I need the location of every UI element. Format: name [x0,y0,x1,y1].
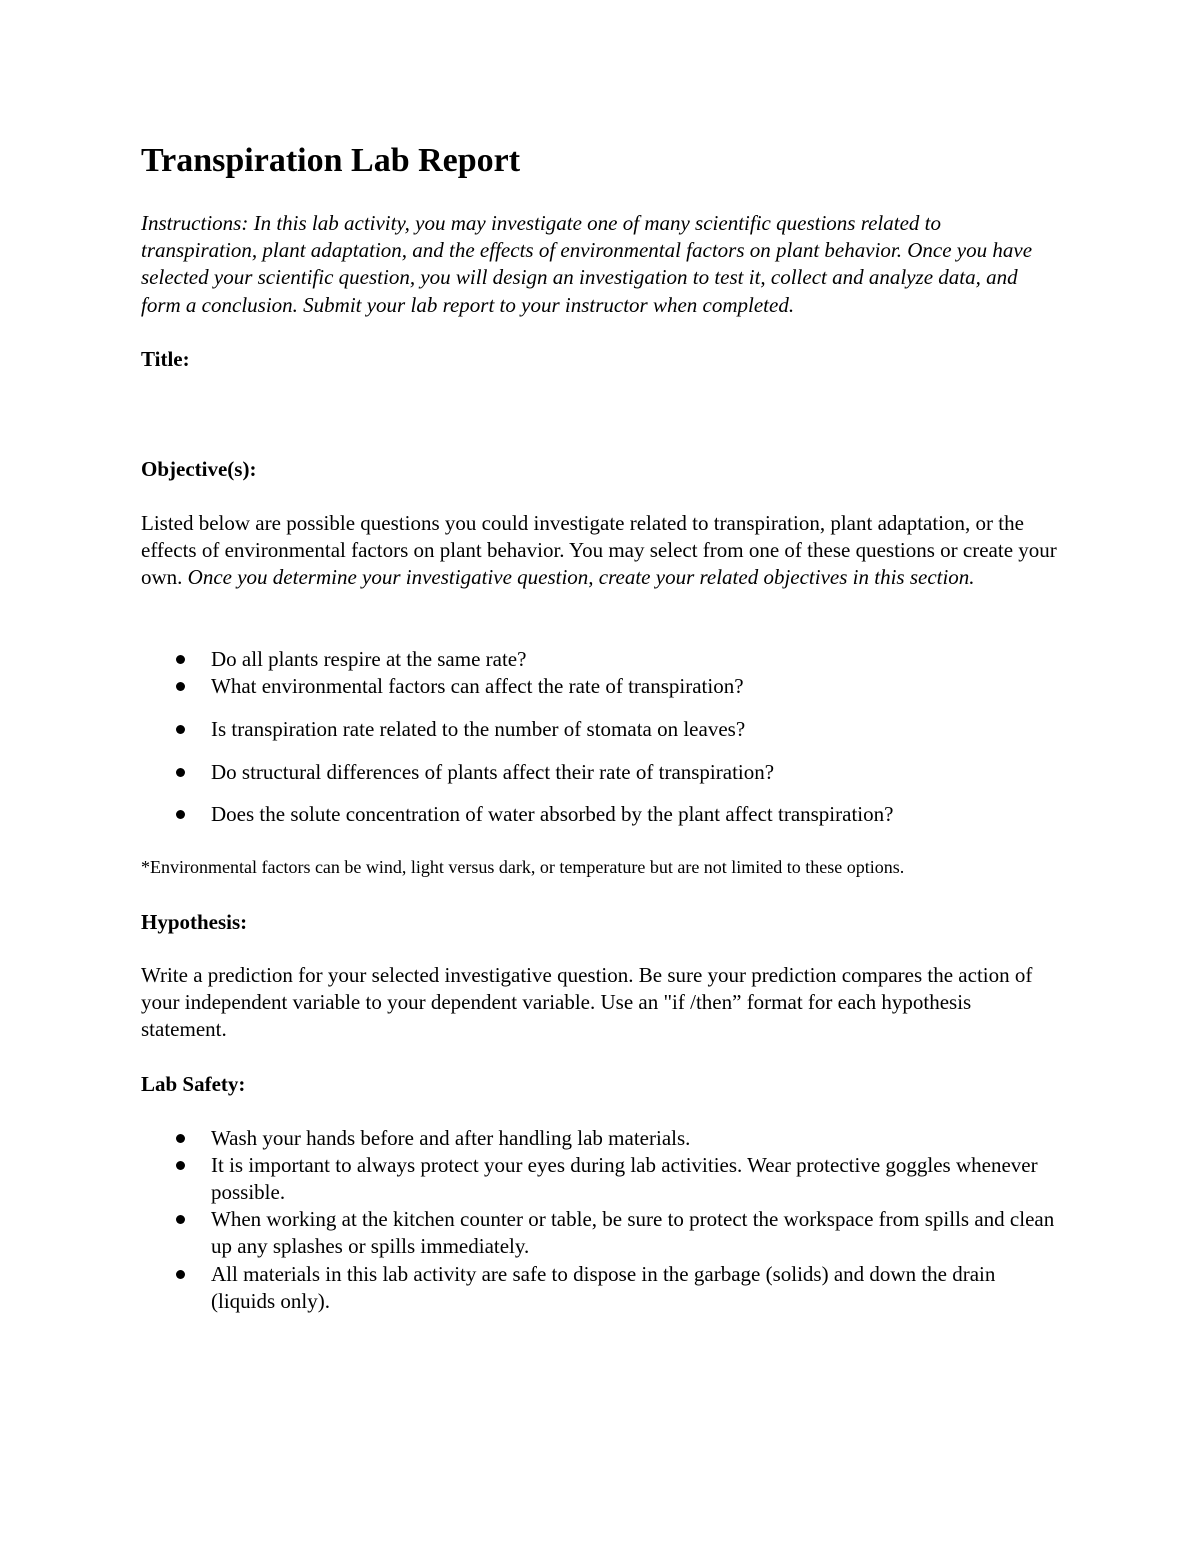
objectives-intro-text: Listed below are possible questions you could investigate related to transpiration, plant adaptation, or the effects of environmental factors on plant behavior. You may select from one of these questions or create your own. [141,511,1057,590]
list-item [141,801,1061,828]
question-text: Does the solute concentration of water absorbed by the plant affect transpiration? [211,802,894,826]
objectives-heading: Objective(s): [141,457,257,481]
bullet-icon [176,810,185,819]
hypothesis-heading: Hypothesis: [141,910,248,934]
safety-text: All materials in this lab activity are safe to dispose in the garbage (solids) and down the drain (liquids only). [211,1262,996,1314]
list-item [141,759,1061,786]
lab-safety-heading: Lab Safety: [141,1072,246,1096]
question-text: Is transpiration rate related to the number of stomata on leaves? [211,717,746,741]
bullet-icon [176,725,185,734]
bullet-icon [176,682,185,691]
bullet-icon [176,768,185,777]
bullet-icon [176,1161,185,1170]
bullet-icon [176,1270,185,1279]
list-item [141,716,1061,743]
list-item [141,646,1061,673]
objectives-intro-italic: Once you determine your investigative question, create your related objectives in this section. [187,565,975,590]
list-item [141,673,1061,700]
list-item [141,1152,1061,1206]
bullet-icon [176,1134,185,1143]
question-text: Do structural differences of plants affect their rate of transpiration? [211,760,775,784]
bullet-icon [176,655,185,664]
list-item [141,1125,1061,1152]
bullet-icon [176,1215,185,1224]
instructions-paragraph: Instructions: In this lab activity, you may investigate one of many scientific questions related to transpiration, plant adaptation, and the effects of environmental factors on plant behavior. Once you have selected your scientific question, you will design an investigation to test it, collect and analyze data, and form a conclusion. Submit your lab report to your instructor when completed. [141,211,1033,317]
safety-text: It is important to always protect your eyes during lab activities. Wear protective goggles whenever possible. [211,1153,1038,1205]
hypothesis-text: Write a prediction for your selected investigative question. Be sure your prediction compares the action of your independent variable to your dependent variable. Use an "if /then” format for each hypothesis statement. [141,963,1033,1042]
list-item [141,1206,1061,1260]
safety-text: When working at the kitchen counter or table, be sure to protect the workspace from spills and clean up any splashes or spills immediately. [211,1207,1055,1259]
question-text: Do all plants respire at the same rate? [211,647,527,671]
list-item [141,1261,1061,1315]
question-text: What environmental factors can affect the rate of transpiration? [211,674,744,698]
document-title: Transpiration Lab Report [141,142,521,179]
environmental-factors-note: *Environmental factors can be wind, light versus dark, or temperature but are not limited to these options. [141,857,905,877]
objectives-intro [141,510,1061,592]
safety-text: Wash your hands before and after handling lab materials. [211,1126,691,1150]
title-heading: Title: [141,347,190,371]
